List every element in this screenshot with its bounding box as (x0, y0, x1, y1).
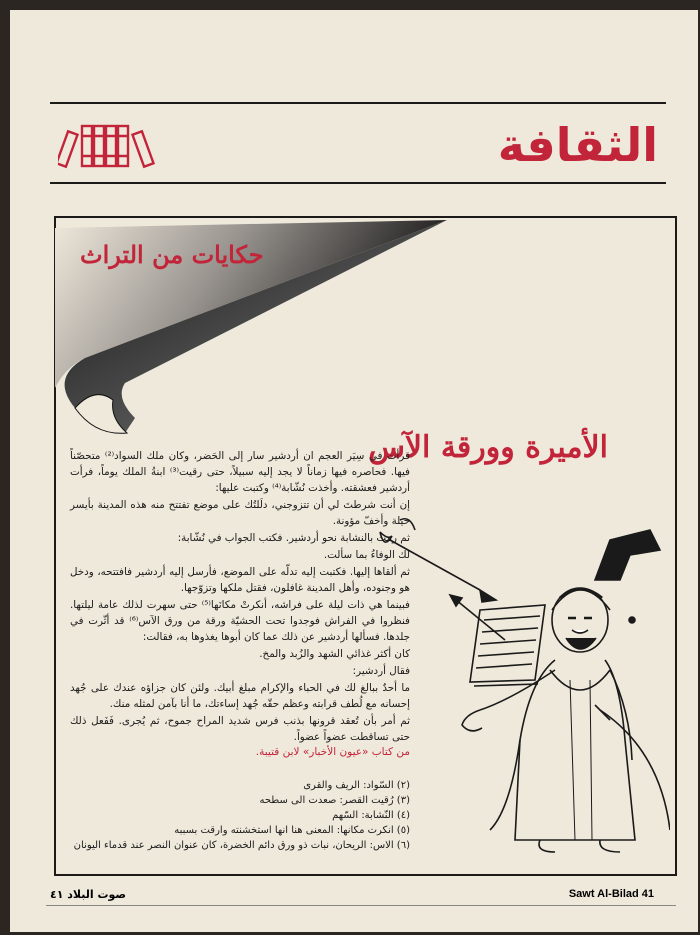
footnotes (70, 778, 410, 853)
section-title: الثقافة (497, 118, 658, 172)
top-rule (50, 102, 666, 104)
series-title: حكايات من التراث (80, 240, 264, 269)
footer-rule (46, 905, 676, 906)
paragraph: ثم أمر بأن تُعقد قرونها بذنب فرس شديد المراح جموح، ثم يُجرى. فَفَعل ذلك حتى تساقطت عضواً عضواً. (70, 715, 410, 743)
story-title: الأميرة وورقة الآس (368, 430, 608, 465)
paragraph: لك الوفاءُ بما سألت. (323, 549, 410, 561)
footer-publication-latin: Sawt Al-Bilad 41 (568, 888, 654, 900)
paragraph: ثم رمت بالنشابة نحو أردشير. فكتب الجواب في نُشّابة: (177, 532, 410, 544)
paragraph: فقال أردشير: (352, 665, 410, 677)
header-bottom-rule (50, 182, 666, 184)
paragraph: ثم ألقاها إليها. فكتبت إليه تدلّه على الموضع، فأرسل إليه أردشير فافتتحه، ودخل هو وجنوده، وأهل المدينة غافلون، فقتل ملكها وتزوّجها. (70, 566, 410, 594)
magazine-page (10, 10, 698, 932)
warrior-illustration (370, 510, 670, 865)
source-citation: من كتاب «عيون الأخبار» لابن قتيبة. (255, 746, 410, 758)
footer-publication-arabic: صوت البلاد ٤١ (50, 888, 127, 901)
paragraph: قرأت في سِيَر العجم ان أردشير سار إلى الحَضر، وكان ملك السواد⁽²⁾ متحصّناً فيها. فحاصره فيها زماناً لا يجد إليه سبيلاً، حتى رقيت⁽³⁾ ابنةُ الملك يوماً، فرأت أردشير فعشقته. وأخذت نُشّابة⁽⁴⁾ وكتبت عليها: (70, 450, 410, 494)
article-body (70, 448, 410, 746)
footnote: (٤) النّشابة: السّهم (332, 810, 410, 821)
books-icon (58, 122, 158, 170)
footnote: (٦) الاس: الريحان، نبات ذو ورق دائم الخضرة، كان عنوان النصر عند قدماء اليونان (73, 840, 410, 851)
paragraph: فبينما هي ذات ليلة على فراشه، أنكرتْ مكانَها⁽⁵⁾ حتى سهرت لذلك عامة ليلتها. فنظروا في الفراش فوجدوا تحت الحشيّة ورقة من ورق الآس⁽⁶⁾ قد أثّرت في جلدها. فسألها أردشير عن ذلك عما كان أبوها يغذوها به، فقالت: (70, 599, 410, 643)
footnote: (٢) السّواد: الريف والقرى (303, 780, 410, 791)
paragraph: ما أحدٌ ببالغ لك في الحباء والإكرام مبلغ أبيك. ولئن كان جزاؤه عندك على جُهد إحسانه مع لُطف قرابته وعظم حقّه جُهد إساءتك، ما أنا بآمن لمثله منك. (70, 682, 410, 710)
paragraph: إن أنت شرطتَ لي أن تتزوجني، دلَلتُك على موضع تفتتح منه هذه المدينة بأيسر حيلة وأخفّ مؤونة. (70, 499, 410, 527)
footnote: (٣) رُقيت القصر: صعدت الى سطحه (259, 795, 410, 806)
paragraph: كان أكثر غذائي الشهد والزُبد والمخ. (259, 648, 410, 660)
footnote: (٥) انكرت مكانها: المعنى هنا انها استخشنته وارقت بسببه (174, 825, 410, 836)
